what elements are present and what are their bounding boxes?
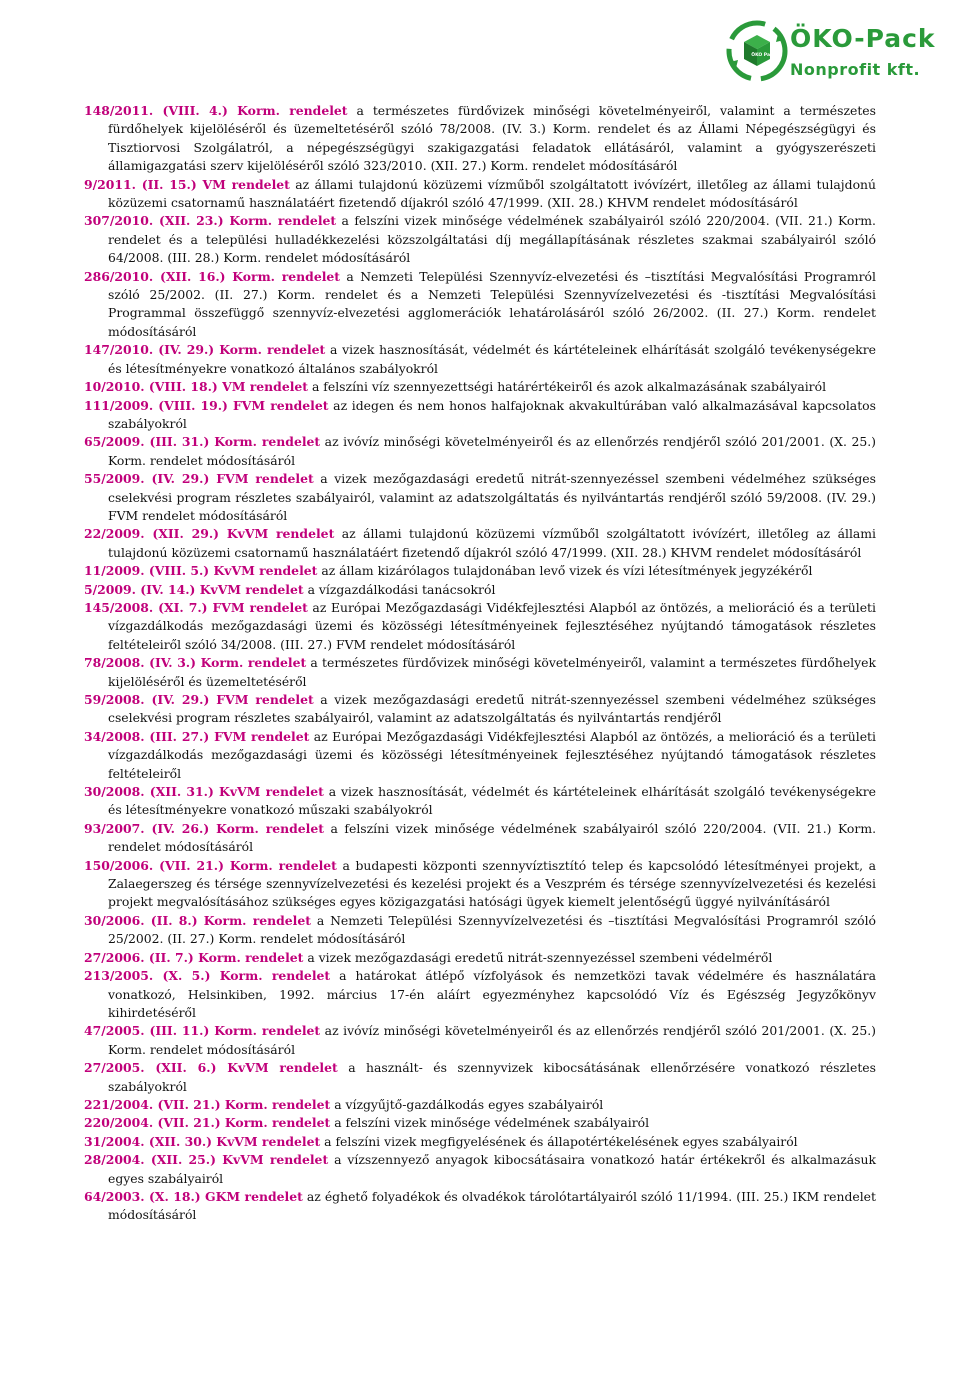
legislation-reference: 93/2007. (IV. 26.) Korm. rendelet bbox=[84, 820, 324, 836]
legislation-description: az éghető folyadékok és olvadékok tárolótartályairól szóló 11/1994. (III. 25.) IKM rendelet módosításáról bbox=[108, 1188, 876, 1223]
legislation-description: a használt- és szennyvizek kibocsátásának ellenőrzésére vonatkozó részletes szabályokról bbox=[108, 1060, 876, 1094]
legislation-reference: 78/2008. (IV. 3.) Korm. rendelet bbox=[84, 655, 307, 671]
legislation-entry bbox=[84, 268, 876, 342]
legislation-reference: 22/2009. (XII. 29.) KvVM rendelet bbox=[84, 526, 335, 542]
legislation-description: a felszíni vizek minősége védelmének szabályairól bbox=[330, 1115, 650, 1131]
legislation-description: a vizek hasznosítását, védelmét és kártételeinek elhárítását szolgáló tevékenységekre és létesítményekre vonatkozó általános szabályokról bbox=[108, 342, 876, 376]
legislation-entry bbox=[84, 1133, 876, 1151]
legislation-reference: 47/2005. (III. 11.) Korm. rendelet bbox=[84, 1023, 321, 1039]
legislation-reference: 221/2004. (VII. 21.) Korm. rendelet bbox=[84, 1096, 331, 1112]
legislation-description: a Nemzeti Települési Szennyvíz-elvezetési és –tisztítási Megvalósítási Programról szóló 25/2002. (II. 27.) Korm. rendelet és a Nemzeti Települési Szennyvízelvezetési és -tisztítási Megvalósítási Programmal összefüggő szennyvíz-elvezetési agglomerációk lehatárolásáról szóló 26/2002. (II. 27.) Korm. rendelet módosításáról bbox=[108, 268, 876, 339]
legislation-description: a felszíni vizek minősége védelmének szabályairól szóló 220/2004. (VII. 21.) Korm. rendelet és a települési hulladékkezelési közszolgáltatási díj megállapításának részletes szakmai szabályairól szóló 64/2008. (III. 28.) Korm. rendelet módosításáról bbox=[108, 213, 876, 266]
legislation-reference: 59/2008. (IV. 29.) FVM rendelet bbox=[84, 692, 314, 707]
legislation-description: az ivóvíz minőségi követelményeiről és az ellenőrzés rendjéről szóló 201/2001. (X. 25.) Korm. rendelet módosításáról bbox=[108, 1023, 876, 1057]
legislation-entry bbox=[84, 691, 876, 728]
legislation-description: az állami tulajdonú közüzemi vízműből szolgáltatott ivóvízért, illetőleg az állami tulajdonú közüzemi csatornamű használatáért fizetendő díjakról szóló 47/1999. (XII. 28.) KHVM rendelet módosításáról bbox=[108, 176, 876, 211]
legislation-entry bbox=[84, 1022, 876, 1059]
legislation-entry bbox=[84, 1151, 876, 1188]
legislation-entry bbox=[84, 102, 876, 176]
legislation-description: az ivóvíz minőségi követelményeiről és az ellenőrzés rendjéről szóló 201/2001. (X. 25.) Korm. rendelet módosításáról bbox=[108, 434, 876, 468]
legislation-entry bbox=[84, 176, 876, 213]
legislation-reference: 27/2006. (II. 7.) Korm. rendelet bbox=[84, 949, 304, 965]
legislation-entry bbox=[84, 1188, 876, 1225]
recycle-box-icon bbox=[726, 20, 788, 82]
legislation-reference: 10/2010. (VIII. 18.) VM rendelet bbox=[84, 379, 309, 395]
legislation-entry bbox=[84, 341, 876, 378]
legislation-reference: 220/2004. (VII. 21.) Korm. rendelet bbox=[84, 1115, 331, 1131]
legislation-reference: 65/2009. (III. 31.) Korm. rendelet bbox=[84, 434, 321, 450]
legislation-description: a vizek mezőgazdasági eredetű nitrát-szennyezéssel szembeni védelméről bbox=[303, 949, 773, 965]
legislation-reference: 5/2009. (IV. 14.) KvVM rendelet bbox=[84, 581, 304, 597]
legislation-description: a természetes fürdővizek minőségi követelményeiről, valamint a természetes fürdőhelyek kijelöléséről és üzemeltetéséről bbox=[108, 655, 876, 689]
logo-subtitle: Nonprofit kft. bbox=[790, 60, 921, 79]
oko-pack-logo bbox=[722, 16, 942, 88]
legislation-reference: 286/2010. (XII. 16.) Korm. rendelet bbox=[84, 268, 341, 284]
legislation-reference: 30/2006. (II. 8.) Korm. rendelet bbox=[84, 912, 311, 928]
legislation-description: a Nemzeti Települési Szennyvízelvezetési és –tisztítási Megvalósítási Programról szóló 25/2002. (II. 27.) Korm. rendelet módosításáról bbox=[108, 912, 876, 947]
legislation-description: a határokat átlépő vízfolyások és nemzetközi tavak védelmére és használatára vonatkozó, Helsinkiben, 1992. március 17-én aláírt egyezményhez kapcsolódó Víz és Egészség Jegyzőkönyv kihirdetéséről bbox=[108, 968, 876, 1020]
legislation-description: az Európai Mezőgazdasági Vidékfejlesztési Alapból az öntözés, a melioráció és a területi vízgazdálkodás mezőgazdasági üzemi és közösségi létesítményeinek fejlesztéséhez nyújtandó támogatások részletes feltételeiről bbox=[108, 728, 876, 781]
legislation-entry bbox=[84, 1114, 876, 1132]
legislation-reference: 64/2003. (X. 18.) GKM rendelet bbox=[84, 1188, 303, 1204]
legislation-list bbox=[84, 102, 876, 1225]
legislation-description: a vízszennyező anyagok kibocsátásaira vonatkozó határ értékekről és alkalmazásuk egyes szabályairól bbox=[108, 1152, 876, 1186]
legislation-description: a vízgyűjtő-gazdálkodás egyes szabályairól bbox=[330, 1096, 604, 1112]
legislation-description: a vizek mezőgazdasági eredetű nitrát-szennyezéssel szembeni védelméhez szükséges cselekvési program részletes szabályairól, valamint az adatszolgáltatás és nyilvántartás rendjéről bbox=[108, 692, 876, 726]
legislation-reference: 11/2009. (VIII. 5.) KvVM rendelet bbox=[84, 563, 318, 579]
legislation-description: a felszíni vizek megfigyelésének és állapotértékelésének egyes szabályairól bbox=[320, 1133, 798, 1149]
legislation-reference: 307/2010. (XII. 23.) Korm. rendelet bbox=[84, 213, 337, 229]
legislation-entry bbox=[84, 654, 876, 691]
legislation-description: a budapesti központi szennyvíztisztító telep és kapcsolódó létesítményei projekt, a Zalaegerszeg és térsége szennyvízelvezetési és kezelési projekt és a Veszprém és térsége szennyvízelvezetési és kezelési projekt megvalósításához szükséges egyes közigazgatási hatósági ügyek kiemelt jelentőségű üggyé nyilvánításáról bbox=[108, 857, 876, 910]
legislation-reference: 147/2010. (IV. 29.) Korm. rendelet bbox=[84, 342, 326, 358]
legislation-entry bbox=[84, 562, 876, 580]
legislation-entry bbox=[84, 599, 876, 654]
legislation-entry bbox=[84, 1059, 876, 1096]
legislation-entry bbox=[84, 378, 876, 396]
legislation-reference: 111/2009. (VIII. 19.) FVM rendelet bbox=[84, 397, 329, 413]
legislation-reference: 28/2004. (XII. 25.) KvVM rendelet bbox=[84, 1152, 329, 1168]
legislation-reference: 145/2008. (XI. 7.) FVM rendelet bbox=[84, 599, 308, 615]
legislation-entry bbox=[84, 581, 876, 599]
legislation-reference: 34/2008. (III. 27.) FVM rendelet bbox=[84, 728, 310, 744]
legislation-description: a vízgazdálkodási tanácsokról bbox=[303, 581, 496, 597]
logo-title: ÖKO-Pack bbox=[790, 24, 936, 53]
legislation-description: az állam kizárólagos tulajdonában levő vizek és vízi létesítmények jegyzékéről bbox=[317, 563, 813, 579]
logo-icon-label: ÖKO Pack bbox=[751, 53, 776, 58]
legislation-entry bbox=[84, 857, 876, 912]
legislation-description: a vizek mezőgazdasági eredetű nitrát-szennyezéssel szembeni védelméhez szükséges cselekvési program részletes szabályairól, valamint az adatszolgáltatás és nyilvántartás rendjéről szóló 59/2008. (IV. 29.) FVM rendelet módosításáról bbox=[108, 471, 876, 523]
legislation-description: a felszíni vizek minősége védelmének szabályairól szóló 220/2004. (VII. 21.) Korm. rendelet módosításáról bbox=[108, 820, 877, 855]
legislation-entry bbox=[84, 783, 876, 820]
legislation-entry bbox=[84, 212, 876, 267]
legislation-entry bbox=[84, 967, 876, 1022]
legislation-reference: 9/2011. (II. 15.) VM rendelet bbox=[84, 176, 290, 192]
legislation-description: az Európai Mezőgazdasági Vidékfejlesztési Alapból az öntözés, a melioráció és a területi vízgazdálkodás mezőgazdasági üzemi és közösségi létesítményeinek fejlesztéséhez nyújtandó támogatások részletes feltételeiről szóló 34/2008. (III. 27.) FVM rendelet módosításáról bbox=[108, 599, 876, 652]
legislation-description: az állami tulajdonú közüzemi vízműből szolgáltatott ivóvízért, illetőleg az állami tulajdonú közüzemi csatornamű használatáért fizetendő díjakról szóló 47/1999. (XII. 28.) KHVM rendelet módosításáról bbox=[108, 526, 877, 560]
legislation-reference: 31/2004. (XII. 30.) KvVM rendelet bbox=[84, 1133, 321, 1149]
legislation-description: az idegen és nem honos halfajoknak akvakultúrában való alkalmazásával kapcsolatos szabályokról bbox=[108, 397, 876, 431]
legislation-reference: 55/2009. (IV. 29.) FVM rendelet bbox=[84, 471, 314, 487]
legislation-reference: 150/2006. (VII. 21.) Korm. rendelet bbox=[84, 857, 337, 873]
legislation-description: a vizek hasznosítását, védelmét és kártételeinek elhárítását szolgáló tevékenységekre és létesítményekre vonatkozó műszaki szabályokról bbox=[108, 784, 876, 818]
legislation-entry bbox=[84, 397, 876, 434]
legislation-entry bbox=[84, 525, 876, 562]
legislation-reference: 148/2011. (VIII. 4.) Korm. rendelet bbox=[84, 103, 348, 118]
legislation-entry bbox=[84, 728, 876, 783]
legislation-entry bbox=[84, 470, 876, 525]
legislation-description: a természetes fürdővizek minőségi követelményeiről, valamint a természetes fürdőhelyek kijelöléséről és üzemeltetéséről szóló 78/2008. (IV. 3.) Korm. rendelet és az Állami Népegészségügyi és Tisztiorvosi Szolgálatról, a népegészségügyi szakigazgatási feladatok ellátásáról, valamint a gyógyszerészeti államigazgatási szerv kijelöléséről szóló 323/2010. (XII. 27.) Korm. rendelet módosításáról bbox=[108, 103, 876, 174]
legislation-entry bbox=[84, 1096, 876, 1114]
legislation-entry bbox=[84, 820, 876, 857]
legislation-reference: 213/2005. (X. 5.) Korm. rendelet bbox=[84, 968, 331, 984]
legislation-reference: 30/2008. (XII. 31.) KvVM rendelet bbox=[84, 784, 324, 800]
legislation-reference: 27/2005. (XII. 6.) KvVM rendelet bbox=[84, 1060, 338, 1076]
legislation-entry bbox=[84, 949, 876, 967]
legislation-entry bbox=[84, 912, 876, 949]
legislation-entry bbox=[84, 433, 876, 470]
legislation-description: a felszíni víz szennyezettségi határértékeiről és azok alkalmazásának szabályairól bbox=[308, 379, 827, 395]
